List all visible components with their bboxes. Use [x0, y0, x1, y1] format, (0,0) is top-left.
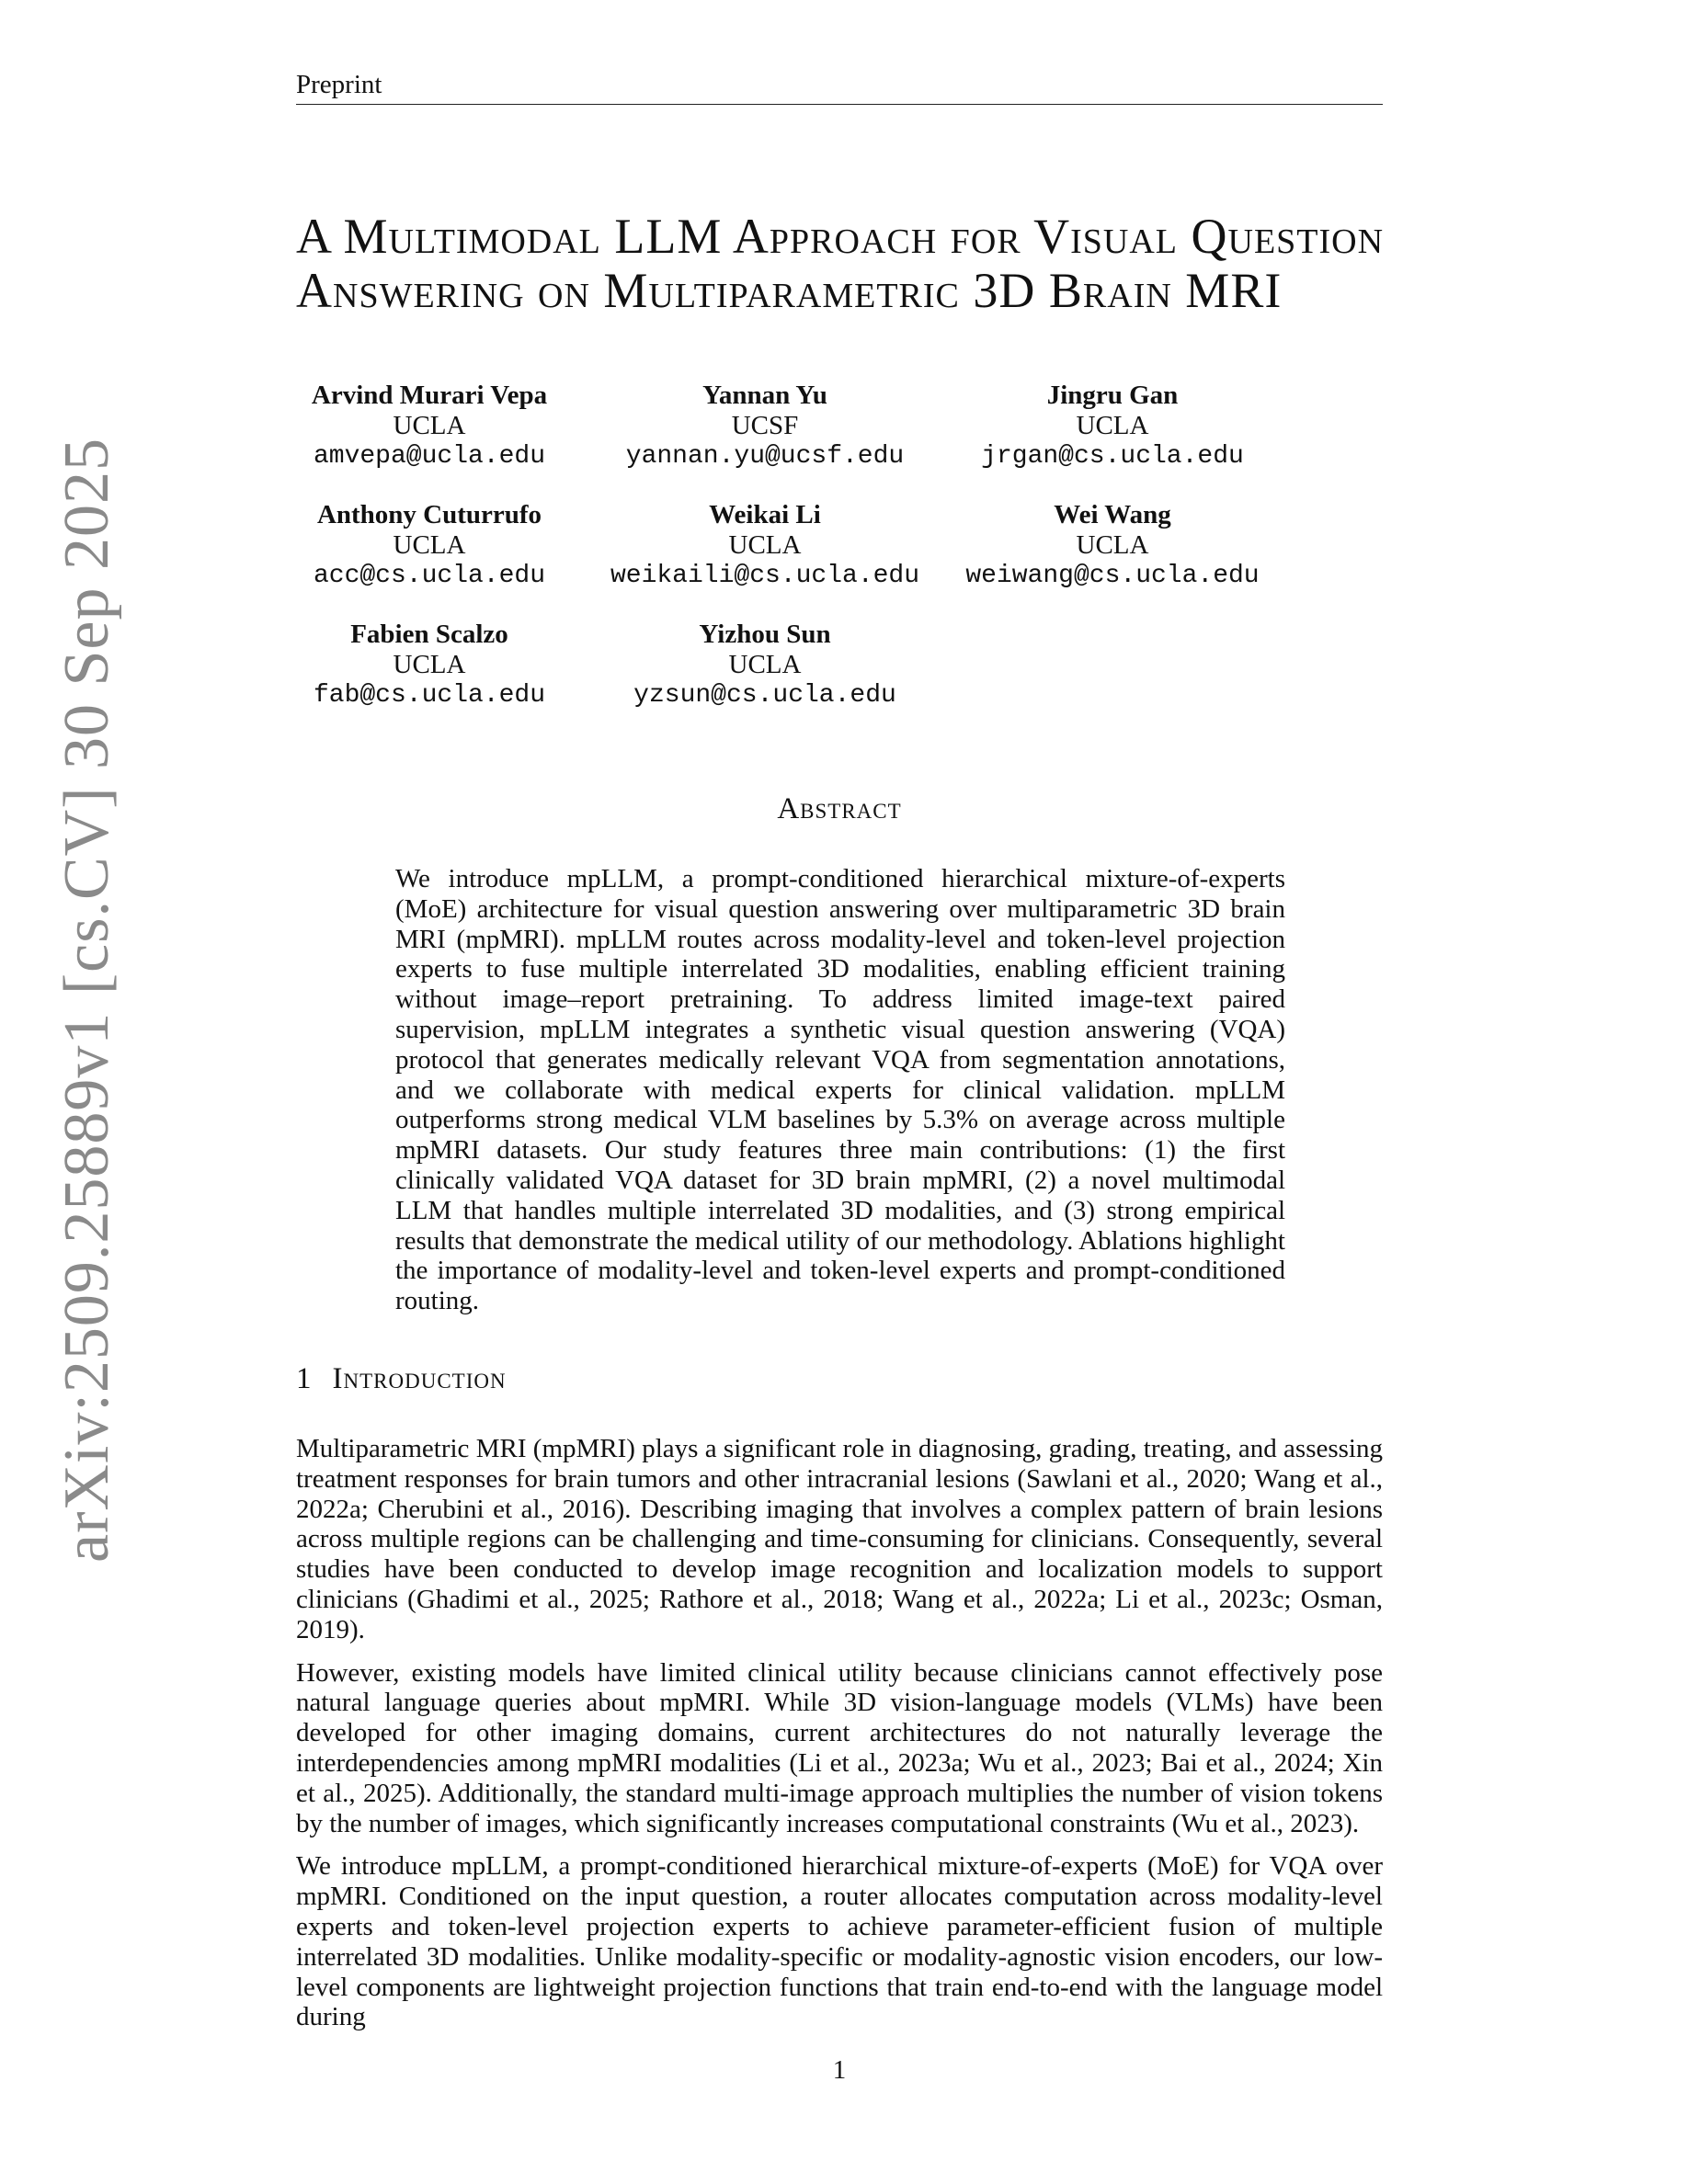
author-email: acc@cs.ucla.edu [313, 562, 546, 590]
author-6 [947, 500, 1278, 591]
author-affiliation: UCSF [731, 411, 799, 440]
author-email: weikaili@cs.ucla.edu [610, 562, 920, 590]
abstract-heading: Abstract [777, 792, 902, 825]
running-header [296, 70, 1383, 105]
author-8 [599, 620, 930, 711]
section-heading [296, 1362, 507, 1396]
author-email: jrgan@cs.ucla.edu [981, 442, 1244, 471]
author-name: Weikai Li [709, 500, 821, 529]
author-affiliation: UCLA [393, 411, 466, 440]
running-head-text: Preprint [296, 70, 382, 99]
author-1 [264, 381, 595, 472]
author-name: Anthony Cuturrufo [316, 500, 542, 529]
author-name: Fabien Scalzo [350, 620, 508, 649]
author-name: Arvind Murari Vepa [311, 381, 548, 410]
author-affiliation: UCLA [393, 530, 466, 560]
author-3 [947, 381, 1278, 472]
author-affiliation: UCLA [1076, 530, 1149, 560]
author-2 [599, 381, 930, 472]
author-affiliation: UCLA [1076, 411, 1149, 440]
paragraph: Multiparametric MRI (mpMRI) plays a significant role in diagnosing, grading, treating, and assessing treatment responses for brain tumors and other intracranial lesions (Sawlani et al., 2020; Wang et al., 2022a; Cherubini et al., 2016). Describing imaging that involves a complex pattern of brain lesions across multiple regions can be challenging and time-consuming for clinicians. Consequently, several studies have been conducted to develop image recognition and localization models to support clinicians (Ghadimi et al., 2025; Rathore et al., 2018; Wang et al., 2022a; Li et al., 2023c; Osman, 2019). [296, 1434, 1383, 1644]
author-email: yzsun@cs.ucla.edu [633, 681, 896, 710]
abstract-text: We introduce mpLLM, a prompt-conditioned hierarchical mixture-of-experts (MoE) architecture for visual question answering over multiparametric 3D brain MRI (mpMRI). mpLLM routes across modality-level and token-level projection experts to fuse multiple interrelated 3D modalities, enabling efficient training without image–report pretraining. To address limited image-text paired supervision, mpLLM integrates a synthetic visual question answering (VQA) protocol that generates medically relevant VQA from segmentation annotations, and we collaborate with medical experts for clinical validation. mpLLM outperforms strong medical VLM baselines by 5.3% on average across multiple mpMRI datasets. Our study features three main contributions: (1) the first clinically validated VQA dataset for 3D brain mpMRI, (2) a novel multimodal LLM that handles multiple interrelated 3D modalities, and (3) strong empirical results that demonstrate the medical utility of our methodology. Ablations highlight the importance of modality-level and token-level experts and prompt-conditioned routing. [395, 864, 1285, 1316]
author-name: Jingru Gan [1046, 381, 1179, 410]
author-name: Yannan Yu [702, 381, 827, 410]
author-name: Wei Wang [1054, 500, 1171, 529]
page-number: 1 [832, 2055, 847, 2085]
author-7 [264, 620, 595, 711]
author-4 [264, 500, 595, 591]
author-name: Yizhou Sun [699, 620, 831, 649]
author-affiliation: UCLA [393, 650, 466, 679]
section-title: Introduction [332, 1362, 507, 1395]
arxiv-identifier: arXiv:2509.25889v1 [cs.CV] 30 Sep 2025 [51, 437, 122, 1563]
author-email: yannan.yu@ucsf.edu [625, 442, 905, 471]
section-number: 1 [296, 1362, 313, 1395]
author-email: weiwang@cs.ucla.edu [965, 562, 1260, 590]
paragraph: However, existing models have limited clinical utility because clinicians cannot effectively pose natural language queries about mpMRI. While 3D vision-language models (VLMs) have been developed for other imaging domains, current architectures do not naturally leverage the interdependencies among mpMRI modalities (Li et al., 2023a; Wu et al., 2023; Bai et al., 2024; Xin et al., 2025). Additionally, the standard multi-image approach multiplies the number of vision tokens by the number of images, which significantly increases computational constraints (Wu et al., 2023). [296, 1657, 1383, 1838]
introduction-body [296, 1434, 1383, 2045]
paper-title: A Multimodal LLM Approach for Visual Question Answering on Multiparametric 3D Brain MRI [296, 209, 1385, 318]
author-affiliation: UCLA [728, 530, 802, 560]
author-5 [599, 500, 930, 591]
author-email: amvepa@ucla.edu [313, 442, 546, 471]
author-affiliation: UCLA [728, 650, 802, 679]
paragraph: We introduce mpLLM, a prompt-conditioned hierarchical mixture-of-experts (MoE) for VQA over mpMRI. Conditioned on the input question, a router allocates computation across modality-level experts and token-level projection experts to achieve parameter-efficient fusion of multiple interrelated 3D modalities. Unlike modality-specific or modality-agnostic vision encoders, our low-level components are lightweight projection functions that train end-to-end with the language model during [296, 1851, 1383, 2032]
author-email: fab@cs.ucla.edu [313, 681, 546, 710]
